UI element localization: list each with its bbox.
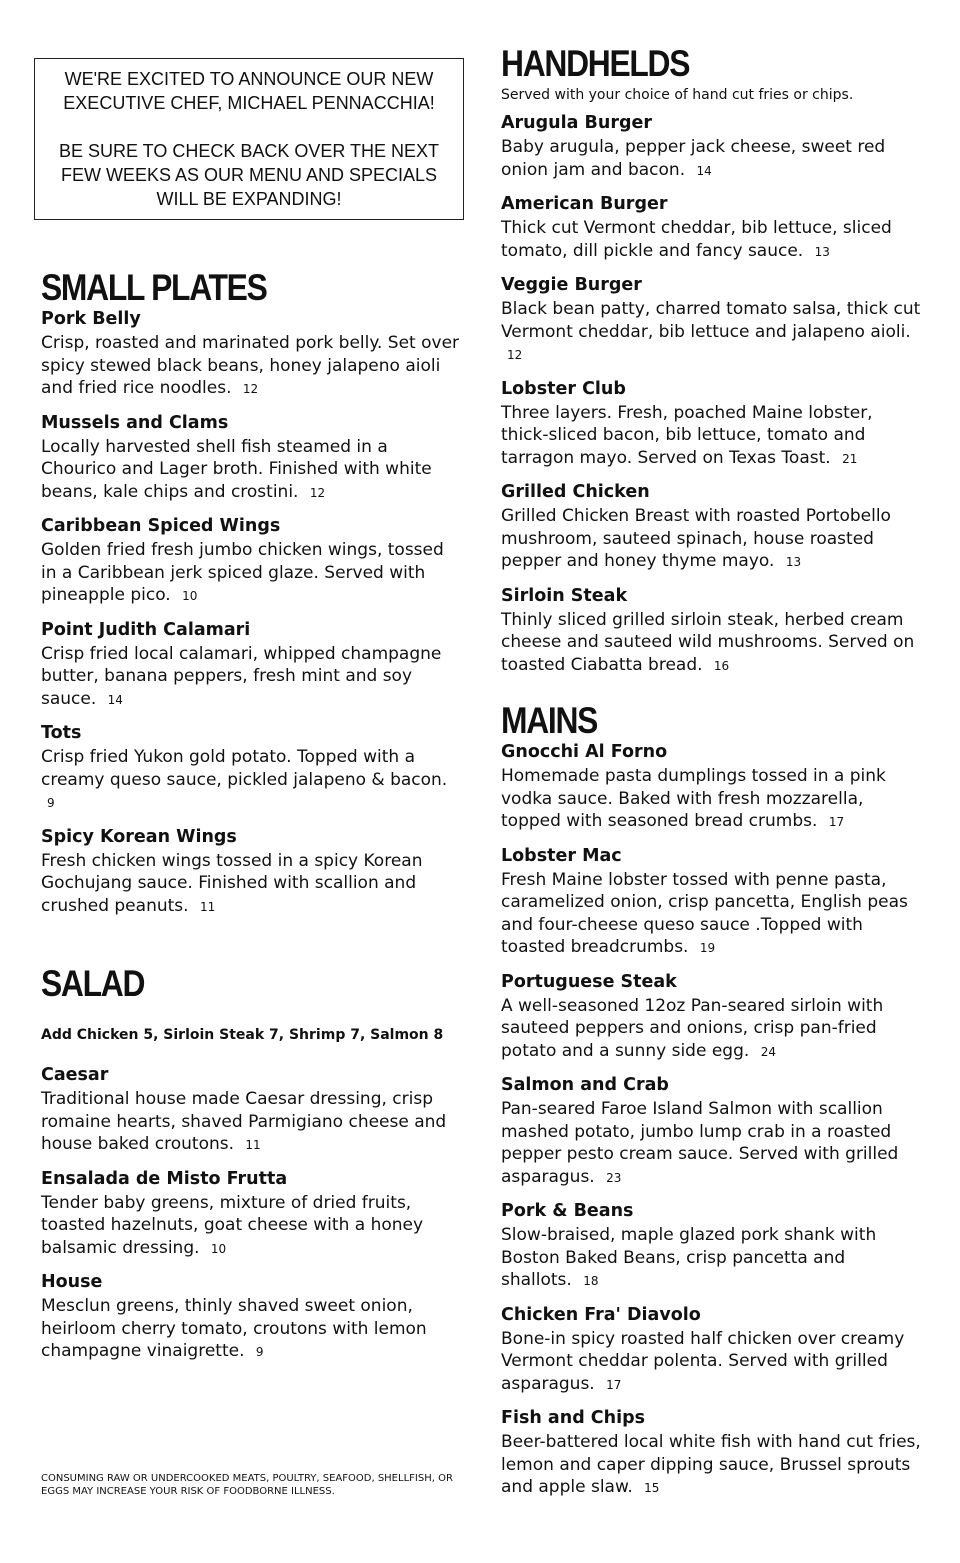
- announcement-line-2: BE SURE TO CHECK BACK OVER THE NEXT FEW WEEKS AS OUR MENU AND SPECIALS WILL BE EXPANDING!: [58, 141, 440, 209]
- menu-item-price: 24: [760, 1044, 776, 1059]
- menu-item-description-text: A well-seasoned 12oz Pan-seared sirloin with sauteed peppers and onions, crisp pan-fried potato and a sunny side egg.: [501, 995, 884, 1061]
- menu-item-name: Point Judith Calamari: [41, 619, 251, 640]
- menu-item-description-text: Crisp, roasted and marinated pork belly. Set over spicy stewed black beans, honey jalapeno aioli and fried rice noodles.: [41, 333, 460, 398]
- menu-item-name: American Burger: [501, 194, 668, 214]
- menu-item-description: [41, 1295, 464, 1364]
- menu-item-name: Sirloin Steak: [501, 585, 628, 606]
- menu-item-price: 10: [182, 589, 198, 603]
- menu-item-price: 13: [785, 555, 802, 569]
- menu-item-name: Pork & Beans: [501, 1201, 634, 1221]
- menu-item: [501, 1304, 921, 1397]
- menu-item-price: 9: [255, 1345, 264, 1359]
- announcement-box: [34, 58, 464, 220]
- menu-item-price: 11: [245, 1138, 261, 1152]
- menu-item-name: Caribbean Spiced Wings: [41, 516, 281, 536]
- menu-item: [41, 1168, 464, 1261]
- mains-list: [501, 741, 921, 1500]
- menu-item-description: [501, 505, 921, 574]
- menu-item-price: 18: [583, 1274, 599, 1288]
- menu-item: [501, 585, 921, 678]
- menu-item: [501, 971, 921, 1064]
- menu-item-name: Chicken Fra' Diavolo: [501, 1304, 701, 1325]
- menu-item: [41, 1064, 464, 1157]
- menu-item-name: Gnocchi Al Forno: [501, 742, 668, 762]
- menu-item-description-text: Thinly sliced grilled sirloin steak, herbed cream cheese and sauteed wild mushrooms. Served on toasted Ciabatta bread.: [501, 609, 915, 675]
- menu-item-description-text: Pan-seared Faroe Island Salmon with scallion mashed potato, jumbo lump crab in a roasted pepper pesto cream sauce. Served with grilled asparagus.: [501, 1099, 899, 1187]
- salad-title: SALAD: [41, 963, 145, 1004]
- menu-item: [501, 1200, 921, 1293]
- menu-item-price: 12: [507, 348, 523, 362]
- menu-item-description-text: Tender baby greens, mixture of dried fruits, toasted hazelnuts, goat cheese with a honey balsamic dressing.: [41, 1192, 424, 1258]
- menu-item-description: [41, 1192, 464, 1261]
- menu-item-description: [41, 850, 464, 919]
- menu-item-description-text: Mesclun greens, thinly shaved sweet onion, heirloom cherry tomato, croutons with lemon champagne vinaigrette.: [41, 1296, 427, 1361]
- announcement-line-1: WE'RE EXCITED TO ANNOUNCE OUR NEW EXECUTIVE CHEF, MICHAEL PENNACCHIA!: [63, 69, 435, 113]
- menu-item-description-text: Bone-in spicy roasted half chicken over creamy Vermont cheddar polenta. Served with grilled asparagus.: [501, 1328, 905, 1394]
- menu-item-description-text: Grilled Chicken Breast with roasted Portobello mushroom, sauteed spinach, house roasted pepper and honey thyme mayo.: [501, 506, 891, 571]
- handhelds-list: [501, 112, 921, 677]
- menu-item-description-text: Crisp fried local calamari, whipped champagne butter, banana peppers, fresh mint and soy sauce.: [41, 643, 442, 709]
- menu-item-price: 15: [644, 1481, 660, 1495]
- menu-item-name: Pork Belly: [41, 309, 141, 329]
- right-column: [501, 44, 921, 1511]
- menu-item-description: [501, 869, 921, 960]
- menu-item-price: 21: [842, 451, 858, 466]
- menu-item: [41, 1271, 464, 1364]
- menu-item-description: [501, 217, 921, 263]
- menu-item-price: 14: [696, 163, 712, 178]
- menu-item-price: 17: [606, 1377, 622, 1392]
- food-safety-disclaimer: CONSUMING RAW OR UNDERCOOKED MEATS, POULTRY, SEAFOOD, SHELLFISH, OR EGGS MAY INCREASE YOUR RISK OF FOODBORNE ILLNESS.: [41, 1473, 453, 1497]
- menu-item: [501, 845, 921, 960]
- menu-item: [501, 481, 921, 574]
- menu-item-price: 11: [199, 899, 216, 914]
- menu-item-name: Fish and Chips: [501, 1408, 646, 1428]
- menu-item-description-text: Fresh Maine lobster tossed with penne pasta, caramelized onion, crisp pancetta, English peas and four-cheese queso sauce .Topped with toasted breadcrumbs.: [501, 869, 908, 957]
- menu-item-description-text: Slow-braised, maple glazed pork shank with Boston Baked Beans, crisp pancetta and shallots.: [501, 1225, 877, 1290]
- menu-item-name: Grilled Chicken: [501, 482, 650, 502]
- menu-item-description: [501, 1098, 921, 1189]
- menu-item-description: [501, 765, 921, 834]
- menu-item-description: [41, 1088, 464, 1157]
- menu-item-price: 19: [699, 941, 716, 955]
- salad-list: [41, 1064, 464, 1364]
- menu-item-price: 23: [606, 1170, 622, 1185]
- menu-item-description-text: Traditional house made Caesar dressing, crisp romaine hearts, shaved Parmigiano cheese and house baked croutons.: [41, 1089, 447, 1154]
- menu-item-name: Ensalada de Misto Frutta: [41, 1168, 288, 1189]
- menu-item-description: [501, 402, 921, 471]
- menu-item-name: Tots: [41, 723, 82, 743]
- menu-item-description: [41, 643, 464, 712]
- menu-item-description-text: Baby arugula, pepper jack cheese, sweet red onion jam and bacon.: [501, 137, 886, 180]
- menu-item: [501, 112, 921, 182]
- menu-item-name: Salmon and Crab: [501, 1075, 669, 1095]
- handhelds-title: HANDHELDS: [501, 43, 690, 84]
- menu-item: [41, 826, 464, 919]
- menu-item-name: Portuguese Steak: [501, 971, 677, 992]
- menu-item-description: [501, 1328, 921, 1397]
- menu-item-description-text: Locally harvested shell fish steamed in a Chourico and Lager broth. Finished with white beans, kale chips and crostini.: [41, 436, 432, 502]
- menu-item: [501, 1074, 921, 1189]
- menu-item-price: 12: [309, 485, 326, 500]
- left-column: [34, 58, 464, 1375]
- menu-item-description: [501, 298, 921, 367]
- menu-item-description-text: Beer-battered local white fish with hand cut fries, lemon and caper dipping sauce, Brussel sprouts and apple slaw.: [501, 1432, 921, 1497]
- menu-item-price: 13: [814, 244, 830, 259]
- menu-item-name: Veggie Burger: [501, 275, 642, 295]
- menu-item-price: 12: [242, 382, 259, 396]
- menu-item-name: Arugula Burger: [501, 113, 652, 133]
- menu-item-price: 17: [828, 815, 845, 829]
- menu-item: [501, 193, 921, 263]
- menu-item-description-text: Crisp fried Yukon gold potato. Topped with a creamy queso sauce, pickled jalapeno & bacon.: [41, 747, 448, 790]
- menu-item-description: [41, 746, 464, 815]
- menu-item: [41, 722, 464, 815]
- menu-item: [501, 378, 921, 471]
- menu-item-description: [501, 609, 921, 678]
- handhelds-subtitle: Served with your choice of hand cut fries or chips.: [501, 87, 854, 103]
- salad-addons: Add Chicken 5, Sirloin Steak 7, Shrimp 7, Salmon 8: [41, 1027, 444, 1043]
- menu-item-name: Caesar: [41, 1065, 109, 1085]
- menu-item-name: Spicy Korean Wings: [41, 826, 237, 847]
- menu-item-description-text: Thick cut Vermont cheddar, bib lettuce, sliced tomato, dill pickle and fancy sauce.: [501, 218, 892, 261]
- menu-item-description-text: Homemade pasta dumplings tossed in a pink vodka sauce. Baked with fresh mozzarella, topped with seasoned bread crumbs.: [501, 766, 886, 831]
- menu-item-description: [501, 136, 921, 182]
- menu-item-description: [41, 436, 464, 505]
- menu-item-price: 9: [47, 796, 55, 810]
- menu-item-price: 10: [210, 1241, 227, 1256]
- menu-item-description: [501, 995, 921, 1064]
- mains-title: MAINS: [501, 700, 598, 741]
- menu-item-description: [501, 1224, 921, 1293]
- menu-item-name: Mussels and Clams: [41, 412, 229, 433]
- menu-item-description-text: Black bean patty, charred tomato salsa, thick cut Vermont cheddar, bib lettuce and jalapeno aioli.: [501, 299, 921, 342]
- menu-item: [41, 308, 464, 401]
- menu-item-price: 14: [107, 692, 123, 707]
- menu-item-description: [41, 539, 464, 608]
- menu-item-price: 16: [713, 658, 730, 673]
- small-plates-title: SMALL PLATES: [41, 267, 267, 308]
- menu-item-name: Lobster Club: [501, 378, 626, 399]
- menu-item: [501, 741, 921, 834]
- small-plates-list: [41, 308, 464, 918]
- menu-item-description-text: Three layers. Fresh, poached Maine lobster, thick-sliced bacon, bib lettuce, tomato and tarragon mayo. Served on Texas Toast.: [501, 402, 873, 468]
- menu-item-description: [41, 332, 464, 401]
- menu-item-description: [501, 1431, 921, 1500]
- menu-item: [501, 274, 921, 367]
- menu-item-description-text: Golden fried fresh jumbo chicken wings, tossed in a Caribbean jerk spiced glaze. Served with pineapple pico.: [41, 540, 444, 605]
- menu-item: [41, 515, 464, 608]
- menu-item: [41, 619, 464, 712]
- menu-item-name: House: [41, 1272, 103, 1292]
- menu-item: [501, 1407, 921, 1500]
- menu-item-name: Lobster Mac: [501, 845, 622, 866]
- menu-item: [41, 412, 464, 505]
- menu-item-description-text: Fresh chicken wings tossed in a spicy Korean Gochujang sauce. Finished with scallion and crushed peanuts.: [41, 850, 423, 916]
